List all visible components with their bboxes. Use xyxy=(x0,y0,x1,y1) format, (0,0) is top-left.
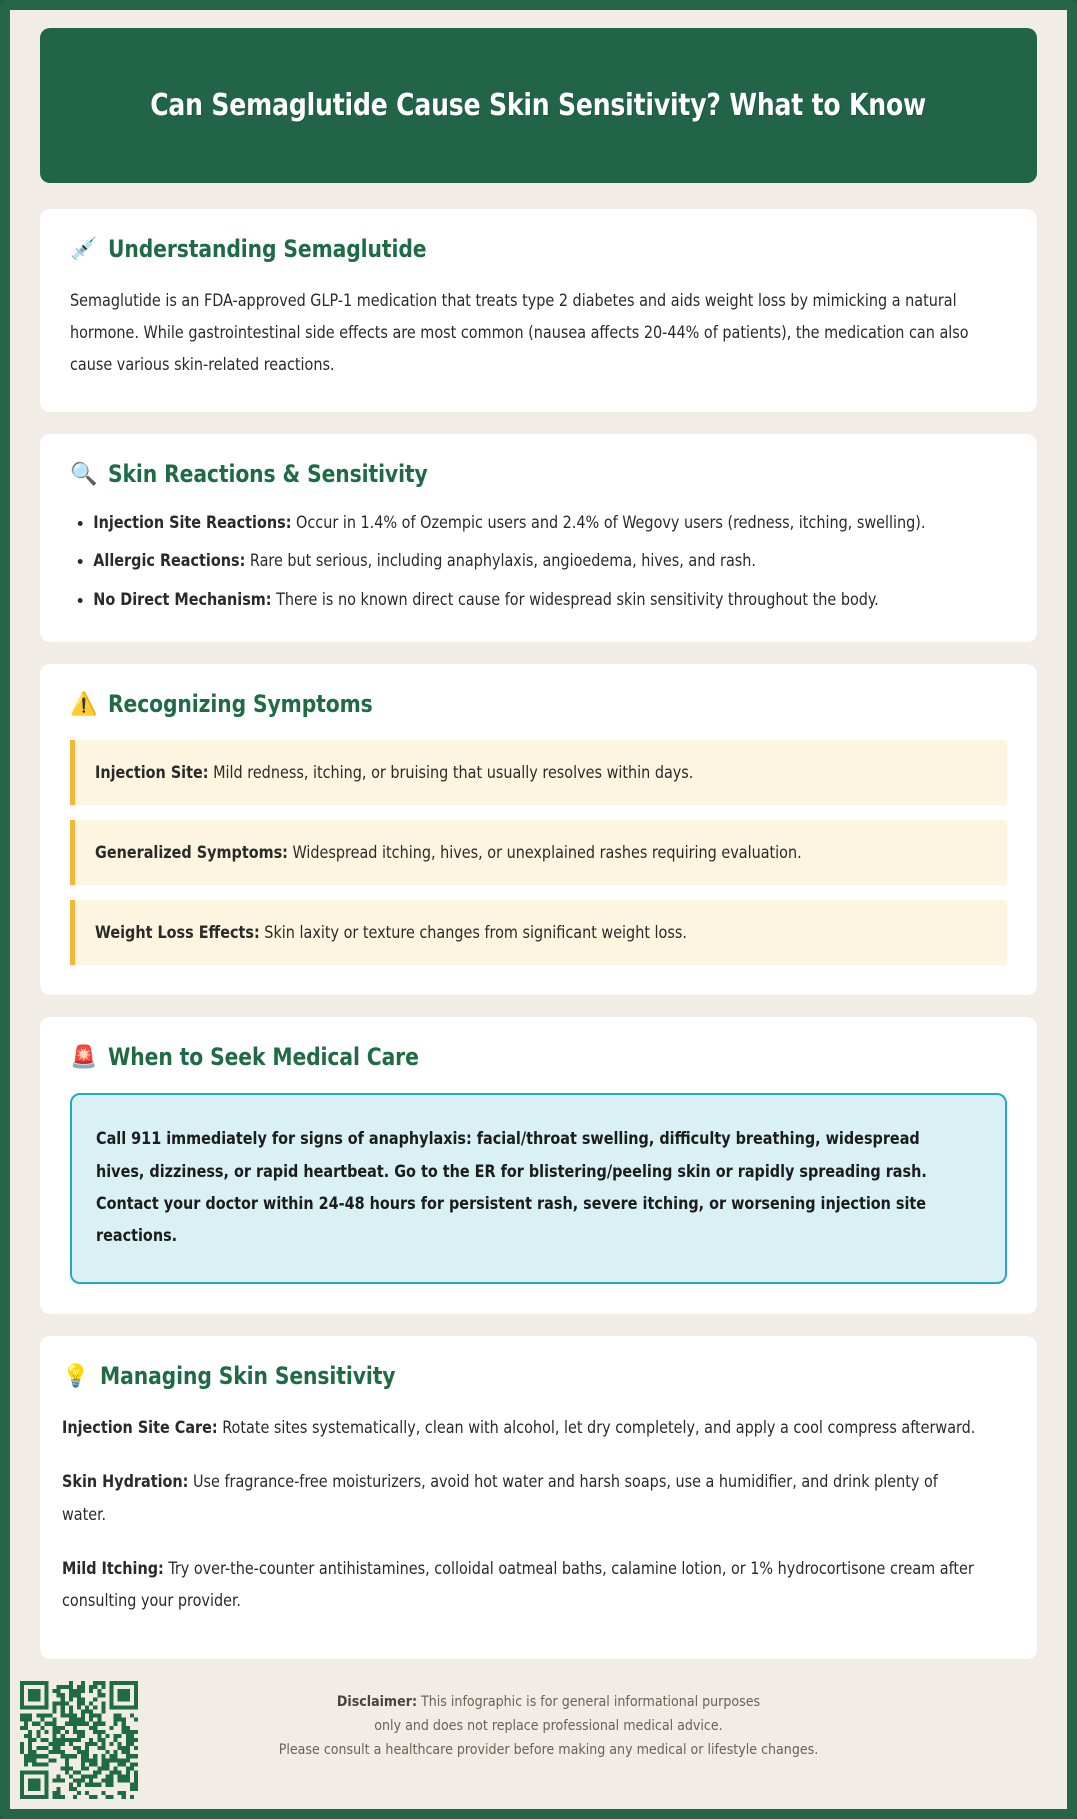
management-label: Injection Site Care: xyxy=(62,1418,218,1438)
list-item xyxy=(70,587,979,613)
list-item-text: There is no known direct cause for widespread skin sensitivity throughout the body. xyxy=(276,589,879,609)
list-item-label: No Direct Mechanism: xyxy=(93,589,272,609)
management-paragraph xyxy=(62,1466,986,1530)
section-header xyxy=(70,690,1007,718)
page-title: Can Semaglutide Cause Skin Sensitivity? What to Know xyxy=(150,88,927,123)
section-title: Understanding Semaglutide xyxy=(108,235,427,263)
symptom-label: Injection Site: xyxy=(95,763,209,783)
disclaimer-text-1: This infographic is for general informational purposes xyxy=(417,1694,761,1710)
disclaimer xyxy=(181,1691,915,1763)
list-item-text: Rare but serious, including anaphylaxis, angioedema, hives, and rash. xyxy=(249,551,757,571)
section-header xyxy=(62,1362,1015,1390)
reactions-list xyxy=(70,510,1007,613)
management-label: Mild Itching: xyxy=(62,1558,164,1578)
disclaimer-line-2: only and does not replace professional medical advice. xyxy=(374,1717,723,1734)
section-title: Skin Reactions & Sensitivity xyxy=(108,459,428,488)
qr-code[interactable] xyxy=(20,1681,138,1799)
header-banner xyxy=(40,28,1037,183)
section-understanding-semaglutide xyxy=(40,209,1037,412)
section-skin-reactions xyxy=(40,434,1037,643)
management-label: Skin Hydration: xyxy=(62,1472,189,1492)
symptom-text xyxy=(95,921,960,944)
symptom-box xyxy=(70,900,1007,965)
rotating-light-icon: 🚨 xyxy=(70,1044,98,1070)
list-item xyxy=(70,510,979,536)
section-title: When to Seek Medical Care xyxy=(108,1043,419,1072)
management-paragraph xyxy=(62,1412,986,1444)
section-recognizing-symptoms xyxy=(40,664,1037,995)
symptom-text xyxy=(95,841,960,864)
symptom-box xyxy=(70,820,1007,885)
list-item xyxy=(70,548,979,574)
disclaimer-label: Disclaimer: xyxy=(336,1694,418,1710)
symptom-box xyxy=(70,740,1007,805)
symptom-detail: Mild redness, itching, or bruising that usually resolves within days. xyxy=(213,763,694,783)
list-item-label: Injection Site Reactions: xyxy=(93,512,292,532)
emergency-alert-box xyxy=(70,1093,1007,1284)
magnifying-glass-icon: 🔍 xyxy=(70,460,98,486)
light-bulb-icon: 💡 xyxy=(62,1363,90,1389)
symptom-detail: Skin laxity or texture changes from significant weight loss. xyxy=(264,923,687,943)
management-text: Rotate sites systematically, clean with alcohol, let dry completely, and apply a cool compress afterward. xyxy=(222,1418,976,1438)
emergency-alert-text: Call 911 immediately for signs of anaphylaxis: facial/throat swelling, difficulty breathing, widespread hives, dizziness, or rapid heartbeat. Go to the ER for blistering/peeling skin or rapidly spreading rash. Contact your doctor within 24-48 hours for persistent rash, severe itching, or worsening injection site reactions. xyxy=(96,1129,927,1245)
syringe-icon: 💉 xyxy=(70,236,98,261)
disclaimer-line-3: Please consult a healthcare provider before making any medical or lifestyle changes. xyxy=(278,1741,819,1758)
section-header xyxy=(70,1043,1007,1071)
section-body-text: Semaglutide is an FDA-approved GLP-1 medication that treats type 2 diabetes and aids weight loss by mimicking a natural hormone. While gastrointestinal side effects are most common (nausea affects 20-44% of patients), the medication can also cause various skin-related reactions. xyxy=(70,291,969,375)
symptom-detail: Widespread itching, hives, or unexplained rashes requiring evaluation. xyxy=(292,843,802,863)
list-item-text: Occur in 1.4% of Ozempic users and 2.4% of Wegovy users (redness, itching, swelling). xyxy=(296,512,926,532)
symptom-text xyxy=(95,761,960,784)
symptom-label: Weight Loss Effects: xyxy=(95,923,260,943)
section-managing-skin-sensitivity xyxy=(40,1336,1037,1659)
symptom-label: Generalized Symptoms: xyxy=(95,843,288,863)
section-header xyxy=(70,460,1007,488)
list-item-label: Allergic Reactions: xyxy=(93,551,246,571)
section-when-to-seek-medical-care xyxy=(40,1017,1037,1314)
management-text: Try over-the-counter antihistamines, colloidal oatmeal baths, calamine lotion, or 1% hydrocortisone cream after consulting your provider. xyxy=(62,1558,974,1610)
footer xyxy=(10,1669,1067,1809)
disclaimer-line-1 xyxy=(181,1691,915,1715)
warning-triangle-icon: ⚠️ xyxy=(70,691,98,717)
section-title: Managing Skin Sensitivity xyxy=(100,1362,396,1391)
section-title: Recognizing Symptoms xyxy=(108,690,373,719)
management-paragraph xyxy=(62,1553,986,1617)
section-header xyxy=(70,235,1007,263)
management-text: Use fragrance-free moisturizers, avoid hot water and harsh soaps, use a humidifier, and drink plenty of water. xyxy=(62,1472,938,1524)
